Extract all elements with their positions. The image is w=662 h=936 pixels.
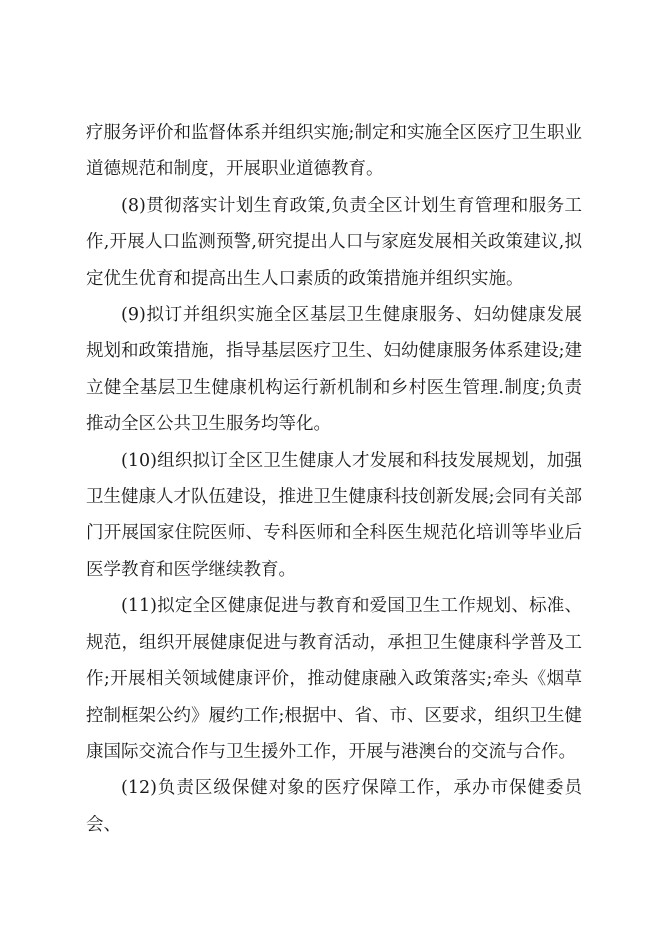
paragraph-item-8: (8)贯彻落实计划生育政策,负责全区计划生育管理和服务工作,开展人口监测预警,研究提出人口与家庭发展相关政策建议,拟定优生优育和提高出生人口素质的政策措施并组织实施。 xyxy=(86,195,582,289)
paragraph-item-11: (11)拟定全区健康促进与教育和爱国卫生工作规划、标准、规范，组织开展健康促进与教育活动，承担卫生健康科学普及工作;开展相关领域健康评价，推动健康融入政策落实;牵头《烟草控制框架公约》履约工作;根据中、省、市、区要求，组织卫生健康国际交流合作与卫生援外工作，开展与港澳台的交流与合作。 xyxy=(86,596,582,762)
paragraph-item-12: (12)负责区级保健对象的医疗保障工作，承办市保健委员会、 xyxy=(86,778,582,835)
paragraph-continued: 疗服务评价和监督体系并组织实施;制定和实施全区医疗卫生职业道德规范和制度，开展职业道德教育。 xyxy=(86,123,582,180)
document-body xyxy=(86,115,582,843)
paragraph-item-9: (9)拟订并组织实施全区基层卫生健康服务、妇幼健康发展规划和政策措施，指导基层医疗卫生、妇幼健康服务体系建设;建立健全基层卫生健康机构运行新机制和乡村医生管理.制度;负责推动全区公共卫生服务均等化。 xyxy=(86,305,582,435)
paragraph-item-10: (10)组织拟订全区卫生健康人才发展和科技发展规划，加强卫生健康人才队伍建设，推进卫生健康科技创新发展;会同有关部门开展国家住院医师、专科医师和全科医生规范化培训等毕业后医学教育和医学继续教育。 xyxy=(86,450,582,580)
